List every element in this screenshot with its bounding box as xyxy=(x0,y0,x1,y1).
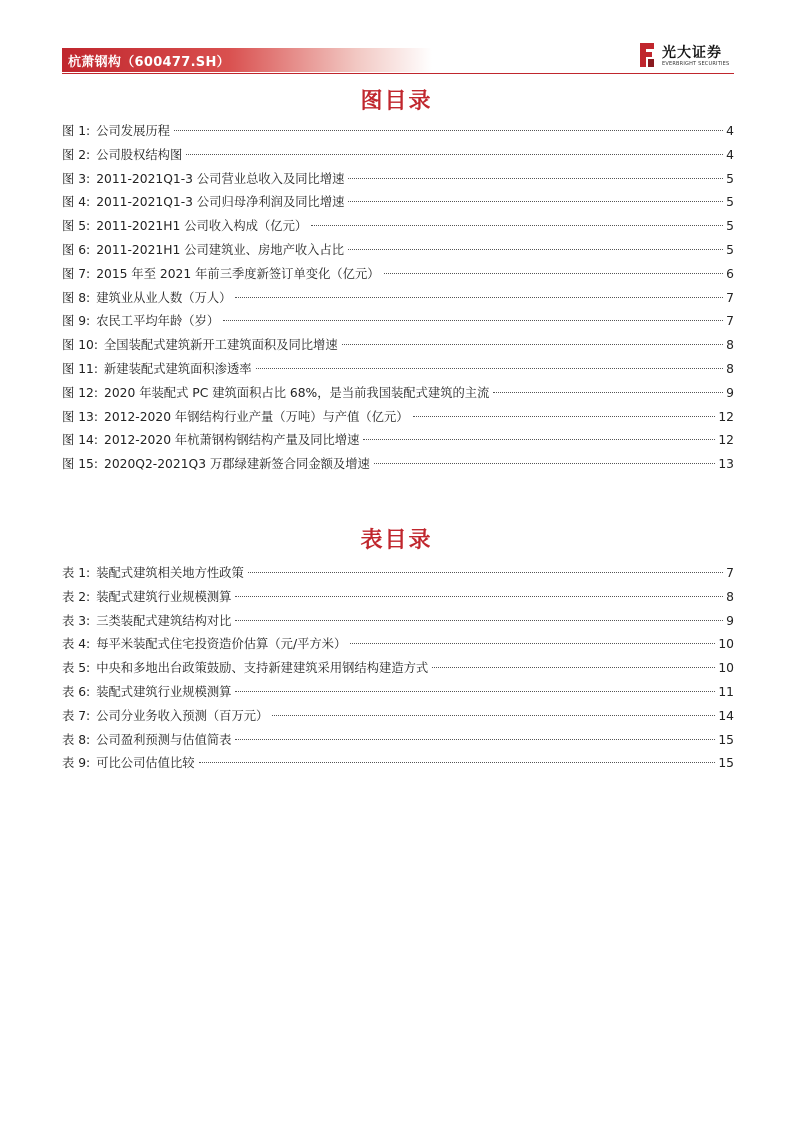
toc-entry-number: 表 8: xyxy=(62,732,91,747)
toc-entry-text: 2020 年装配式 PC 建筑面积占比 68%，是当前我国装配式建筑的主流 xyxy=(104,385,490,400)
toc-entry-label xyxy=(62,382,489,406)
toc-page-number: 15 xyxy=(718,756,734,771)
toc-page-number: 12 xyxy=(718,433,734,448)
toc-entry-text: 新建装配式建筑面积渗透率 xyxy=(104,361,252,376)
logo-text-cn: 光大证券 xyxy=(662,45,722,61)
toc-page-number: 7 xyxy=(726,290,734,305)
toc-entry-number: 图 3: xyxy=(62,171,91,186)
figure-toc-row[interactable] xyxy=(62,382,734,406)
toc-entry-label xyxy=(62,263,380,287)
toc-page-number: 4 xyxy=(726,124,734,138)
figure-toc-row[interactable] xyxy=(62,406,734,430)
toc-entry-number: 图 1: xyxy=(62,124,91,138)
toc-entry-number: 表 2: xyxy=(62,589,91,604)
figure-toc-row[interactable] xyxy=(62,310,734,334)
toc-entry-number: 表 7: xyxy=(62,708,91,723)
toc-entry-label xyxy=(62,168,344,192)
figures-toc-list xyxy=(62,120,734,477)
dot-leader xyxy=(235,691,715,692)
toc-entry-number: 表 1: xyxy=(62,566,91,580)
toc-entry-text: 农民工平均年龄（岁） xyxy=(96,314,220,329)
dot-leader xyxy=(248,572,723,573)
toc-entry-text: 2015 年至 2021 年前三季度新签订单变化（亿元） xyxy=(96,266,380,281)
toc-entry-label xyxy=(62,562,244,586)
toc-entry-number: 图 5: xyxy=(62,219,91,234)
toc-entry-label xyxy=(62,406,409,430)
toc-page-number: 5 xyxy=(726,171,734,186)
figure-toc-row[interactable] xyxy=(62,263,734,287)
toc-entry-number: 图 9: xyxy=(62,314,91,329)
toc-entry-number: 图 10: xyxy=(62,338,98,353)
toc-entry-text: 中央和多地出台政策鼓励、支持新建建筑采用钢结构建造方式 xyxy=(96,661,429,676)
toc-entry-number: 图 7: xyxy=(62,266,91,281)
toc-entry-number: 表 3: xyxy=(62,613,91,628)
dot-leader xyxy=(348,178,723,179)
toc-entry-number: 表 5: xyxy=(62,661,91,676)
toc-entry-label xyxy=(62,633,346,657)
toc-page-number: 8 xyxy=(726,589,734,604)
toc-entry-text: 公司盈利预测与估值简表 xyxy=(96,732,232,747)
toc-entry-number: 图 11: xyxy=(62,361,98,376)
toc-entry-label xyxy=(62,358,252,382)
figure-toc-row[interactable] xyxy=(62,144,734,168)
toc-entry-text: 公司发展历程 xyxy=(96,124,170,138)
toc-entry-label xyxy=(62,239,344,263)
dot-leader xyxy=(235,596,723,597)
toc-entry-label xyxy=(62,334,338,358)
toc-entry-text: 2012-2020 年杭萧钢构钢结构产量及同比增速 xyxy=(104,433,360,448)
toc-page-number: 9 xyxy=(726,385,734,400)
toc-entry-number: 表 9: xyxy=(62,756,91,771)
toc-entry-number: 图 6: xyxy=(62,242,91,257)
toc-entry-label xyxy=(62,752,195,776)
toc-page-number: 4 xyxy=(726,147,734,162)
dot-leader xyxy=(350,643,715,644)
dot-leader xyxy=(384,273,723,274)
tables-toc-list xyxy=(62,562,734,776)
logo-text-en: EVERBRIGHT SECURITIES xyxy=(662,61,730,67)
toc-entry-text: 三类装配式建筑结构对比 xyxy=(96,613,232,628)
toc-entry-text: 2011-2021H1 公司收入构成（亿元） xyxy=(96,219,308,234)
figures-toc-title: 图目录 xyxy=(360,89,433,114)
toc-entry-number: 图 2: xyxy=(62,147,91,162)
toc-entry-label xyxy=(62,120,170,144)
toc-page-number: 5 xyxy=(726,242,734,257)
figure-toc-row[interactable] xyxy=(62,239,734,263)
toc-entry-text: 2011-2021H1 公司建筑业、房地产收入占比 xyxy=(96,242,345,257)
toc-entry-text: 2011-2021Q1-3 公司归母净利润及同比增速 xyxy=(96,195,345,210)
figure-toc-row[interactable] xyxy=(62,287,734,311)
toc-page-number: 5 xyxy=(726,219,734,234)
toc-entry-label xyxy=(62,729,231,753)
figure-toc-row[interactable] xyxy=(62,453,734,477)
dot-leader xyxy=(186,154,723,155)
toc-page-number: 6 xyxy=(726,266,734,281)
figure-toc-row[interactable] xyxy=(62,334,734,358)
figure-toc-row[interactable] xyxy=(62,215,734,239)
dot-leader xyxy=(432,667,715,668)
toc-page-number: 14 xyxy=(718,708,734,723)
figure-toc-row[interactable] xyxy=(62,120,734,144)
table-toc-row[interactable] xyxy=(62,610,734,634)
dot-leader xyxy=(493,392,723,393)
toc-entry-label xyxy=(62,453,370,477)
dot-leader xyxy=(235,620,723,621)
dot-leader xyxy=(342,344,723,345)
figure-toc-row[interactable] xyxy=(62,429,734,453)
toc-entry-label xyxy=(62,144,182,168)
toc-entry-text: 建筑业从业人数（万人） xyxy=(96,290,232,305)
dot-leader xyxy=(235,297,723,298)
table-toc-row[interactable] xyxy=(62,681,734,705)
toc-page-number: 5 xyxy=(726,195,734,210)
table-toc-row[interactable] xyxy=(62,657,734,681)
toc-page-number: 11 xyxy=(718,684,734,699)
dot-leader xyxy=(348,249,723,250)
toc-entry-text: 2011-2021Q1-3 公司营业总收入及同比增速 xyxy=(96,171,345,186)
toc-entry-label xyxy=(62,191,344,215)
toc-page-number: 10 xyxy=(718,637,734,652)
header-title: 杭萧钢构（600477.SH） xyxy=(68,55,230,70)
toc-entry-text: 2020Q2-2021Q3 万郡绿建新签合同金额及增速 xyxy=(104,457,370,472)
table-toc-row[interactable] xyxy=(62,752,734,776)
dot-leader xyxy=(223,320,723,321)
toc-entry-number: 图 4: xyxy=(62,195,91,210)
figure-toc-row[interactable] xyxy=(62,358,734,382)
toc-page-number: 7 xyxy=(726,566,734,580)
dot-leader xyxy=(235,739,715,740)
toc-entry-number: 图 8: xyxy=(62,290,91,305)
toc-page-number: 12 xyxy=(718,409,734,424)
figure-toc-row[interactable] xyxy=(62,191,734,215)
tables-toc-title: 表目录 xyxy=(360,528,433,553)
header-divider xyxy=(62,73,734,74)
toc-entry-text: 全国装配式建筑新开工建筑面积及同比增速 xyxy=(104,338,338,353)
dot-leader xyxy=(256,368,723,369)
toc-entry-label xyxy=(62,681,231,705)
toc-entry-text: 公司分业务收入预测（百万元） xyxy=(96,708,269,723)
dot-leader xyxy=(199,762,716,763)
toc-entry-text: 2012-2020 年钢结构行业产量（万吨）与产值（亿元） xyxy=(104,409,409,424)
toc-entry-text: 每平米装配式住宅投资造价估算（元/平方米） xyxy=(96,637,347,652)
toc-entry-label xyxy=(62,310,219,334)
toc-page-number: 8 xyxy=(726,338,734,353)
dot-leader xyxy=(413,416,716,417)
toc-entry-number: 表 4: xyxy=(62,637,91,652)
table-toc-row[interactable] xyxy=(62,562,734,586)
table-toc-row[interactable] xyxy=(62,705,734,729)
dot-leader xyxy=(348,201,723,202)
everbright-logo-icon xyxy=(636,40,658,70)
dot-leader xyxy=(363,439,715,440)
toc-entry-number: 图 15: xyxy=(62,457,98,472)
dot-leader xyxy=(311,225,723,226)
toc-entry-text: 装配式建筑行业规模测算 xyxy=(96,684,232,699)
dot-leader xyxy=(374,463,716,464)
table-toc-row[interactable] xyxy=(62,586,734,610)
toc-page-number: 7 xyxy=(726,314,734,329)
toc-page-number: 15 xyxy=(718,732,734,747)
toc-entry-label xyxy=(62,429,359,453)
table-toc-row[interactable] xyxy=(62,729,734,753)
figure-toc-row[interactable] xyxy=(62,168,734,192)
toc-page-number: 10 xyxy=(718,661,734,676)
toc-entry-label xyxy=(62,657,428,681)
toc-entry-text: 可比公司估值比较 xyxy=(96,756,195,771)
toc-page-number: 13 xyxy=(718,457,734,472)
toc-entry-text: 公司股权结构图 xyxy=(96,147,183,162)
toc-entry-number: 图 13: xyxy=(62,409,98,424)
table-toc-row[interactable] xyxy=(62,633,734,657)
dot-leader xyxy=(272,715,715,716)
toc-entry-text: 装配式建筑行业规模测算 xyxy=(96,589,232,604)
toc-entry-label xyxy=(62,705,268,729)
toc-entry-number: 图 12: xyxy=(62,385,98,400)
toc-entry-label xyxy=(62,586,231,610)
toc-entry-label xyxy=(62,287,231,311)
toc-entry-number: 表 6: xyxy=(62,684,91,699)
dot-leader xyxy=(174,130,723,131)
everbright-logo xyxy=(636,40,736,72)
toc-entry-number: 图 14: xyxy=(62,433,98,448)
toc-entry-label xyxy=(62,215,307,239)
toc-entry-label xyxy=(62,610,231,634)
toc-entry-text: 装配式建筑相关地方性政策 xyxy=(96,566,244,580)
toc-page-number: 8 xyxy=(726,361,734,376)
toc-page-number: 9 xyxy=(726,613,734,628)
